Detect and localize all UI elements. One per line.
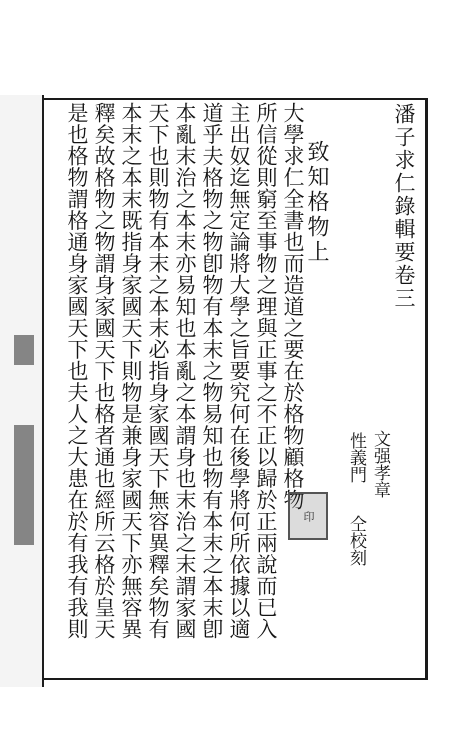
- compiler-line-1: 文强孝章: [370, 430, 390, 498]
- text-column-2: 所信從則窮至事物之理與正事之不正以歸於正兩說而已入: [254, 102, 278, 640]
- section-heading: 致知格物上: [304, 140, 329, 265]
- compiler-line-2: 性義門: [346, 432, 366, 483]
- text-column-3: 主出奴迄無定論將大學之旨要究何在後學將何所依據以適: [227, 102, 251, 640]
- text-column-8: 釋矣故格物之物謂身家國天下也格者通也經所云格於皇天: [92, 102, 116, 640]
- edge-shadow: [14, 425, 34, 545]
- text-column-9: 是也格物謂格通身家國天下也夫人之大患在於有我有我則: [65, 102, 89, 640]
- text-column-7: 本末之本末既指身家國天下則物是兼身家國天下亦無容異: [119, 102, 143, 640]
- collation-note: 仝校刻: [346, 515, 366, 566]
- text-column-6: 天下也則物有本末之本末必指身家國天下無容異釋矣物有: [146, 102, 170, 640]
- text-column-1: 大學求仁全書也而造道之要在於格物顧格物: [281, 102, 305, 511]
- collector-seal-stamp: 印: [288, 492, 328, 540]
- text-column-5: 本亂末治之本末亦易知也本亂之本謂身也末治之末謂家國: [173, 102, 197, 640]
- book-title: 潘子求仁錄輯要卷三: [392, 103, 416, 310]
- adjacent-page-edge: [0, 95, 44, 687]
- text-column-4: 道乎夫格物之物卽物有本末之物易知也物有本末之本末卽: [200, 102, 224, 640]
- edge-shadow: [14, 335, 34, 365]
